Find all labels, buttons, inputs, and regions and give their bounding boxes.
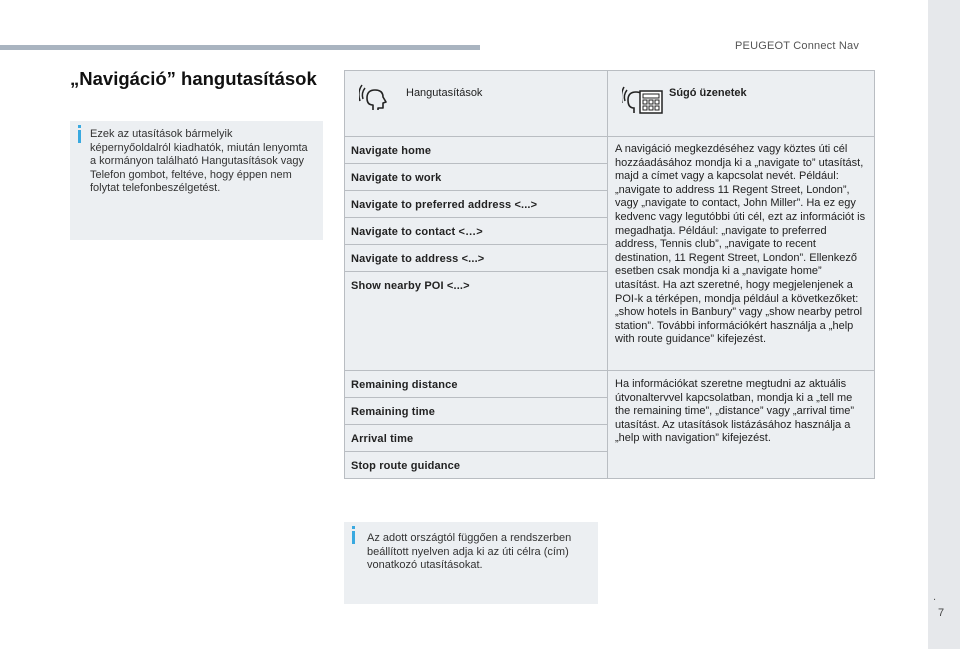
table-row — [345, 371, 875, 398]
command-cell: Navigate to address <...> — [345, 245, 608, 272]
page-side-strip — [928, 0, 960, 649]
command-cell: Navigate to work — [345, 164, 608, 191]
table-header-row — [345, 71, 875, 137]
command-cell: Show nearby POI <...> — [345, 272, 608, 371]
command-cell: Remaining distance — [345, 371, 608, 398]
header-cell-help — [608, 71, 875, 137]
info-note-text: Ezek az utasítások bármelyik képernyőoldalról kiadhatók, miután lenyomta a kormányon található Hangutasítások vagy Telefon gombot, feltéve, hogy éppen nem folytat telefonbeszélgetést. — [90, 128, 308, 195]
help-cell-navigation: A navigáció megkezdéséhez vagy köztes úti cél hozzáadásához mondja ki a „navigate to” utasítást, majd a címet vagy a kapcsolat nevét. Például: „navigate to address 11 Regent Street, London”, vagy „navigate to contact, John Miller”. Ha ez egy kedvenc vagy legutóbbi úti cél, ezt az információt is megadhatja. Például: „navigate to preferred address, Tennis club”, „navigate to recent destination, 11 Regent Street, London”. Ellenkező esetben csak mondja ki a „navigate home” utasítást. Ha azt szeretné, hogy megjelenjenek a POI-k a térképen, mondja például a következőket: „show hotels in Banbury” vagy „show nearby petrol station”. További információkért használja a „help with route guidance” kifejezést. — [608, 137, 875, 371]
help-cell-route-info: Ha információkat szeretne megtudni az aktuális útvonaltervvel kapcsolatban, mondja ki a „tell me the remaining time”, „distance” vagy „arrival time” utasítást. Az utasítások listázásához használja a „help with navigation” kifejezést. — [608, 371, 875, 479]
table-row — [345, 137, 875, 164]
command-cell: Navigate to contact <…> — [345, 218, 608, 245]
command-cell: Stop route guidance — [345, 452, 608, 479]
brand-label: PEUGEOT Connect Nav — [735, 40, 860, 52]
section-marker: . — [933, 591, 937, 603]
command-cell: Remaining time — [345, 398, 608, 425]
command-cell: Navigate to preferred address <...> — [345, 191, 608, 218]
command-cell: Navigate home — [345, 137, 608, 164]
voice-help-icon — [622, 83, 666, 115]
page-number: 7 — [938, 607, 945, 619]
info-note-text: Az adott országtól függően a rendszerben beállított nyelven adja ki az úti célra (cím) vonatkozó utasításokat. — [367, 532, 572, 572]
header-cell-commands — [345, 71, 608, 137]
header-rule — [0, 45, 480, 50]
info-icon — [78, 130, 81, 143]
info-note-top — [70, 121, 323, 240]
info-note-bottom — [344, 522, 598, 604]
command-cell: Arrival time — [345, 425, 608, 452]
header-label-help: Súgó üzenetek — [669, 87, 747, 99]
page-title: „Navigáció” hangutasítások — [70, 68, 317, 89]
info-icon — [352, 531, 355, 544]
voice-command-table — [344, 70, 875, 479]
header-label-commands: Hangutasítások — [406, 87, 483, 99]
voice-command-icon — [359, 83, 395, 113]
